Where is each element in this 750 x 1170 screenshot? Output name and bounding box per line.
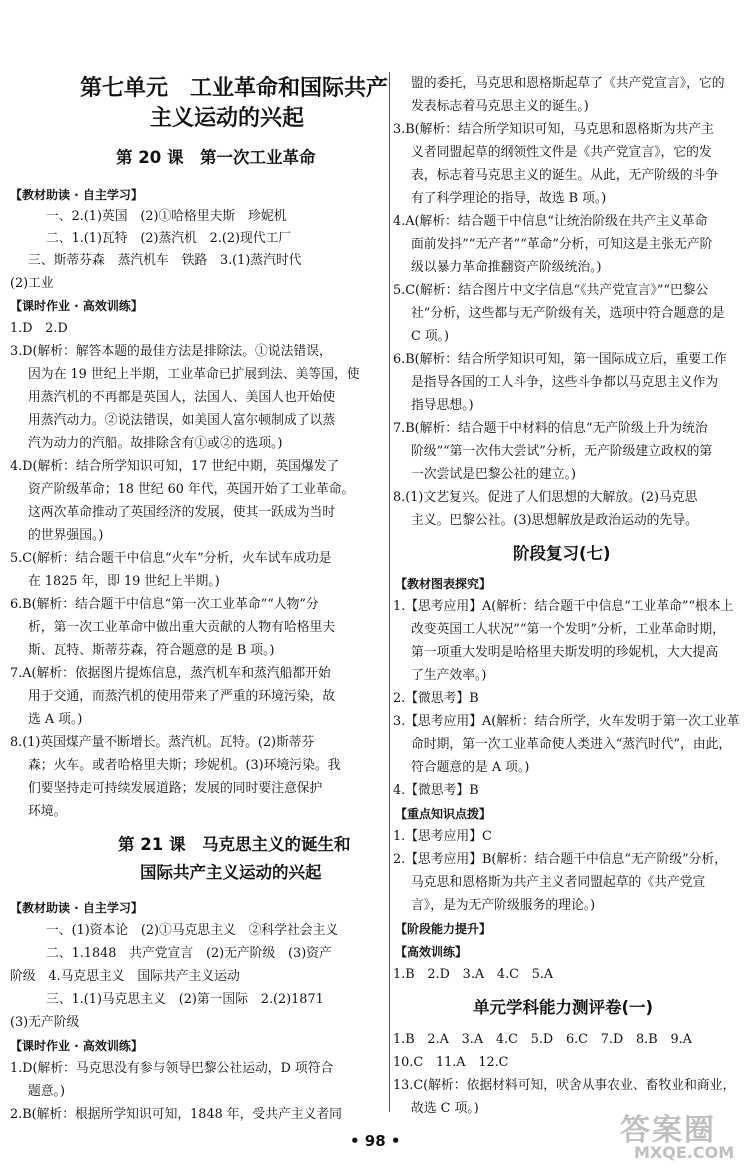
answer-line: 二、1.1848 共产党宣言 (2)无产阶级 (3)资产 — [46, 946, 332, 961]
answer-line: 在 1825 年，即 19 世纪上半期。) — [28, 574, 220, 589]
section-heading: 【阶段能力提升】 — [395, 922, 492, 936]
answer-line: 用蒸汽动力。②说法错误，如美国人富尔顿制成了以蒸 — [28, 413, 336, 428]
answer-line: 命时期，第一次工业革命使人类进入“蒸汽时代”，由此， — [411, 737, 732, 752]
answer-line: 资产阶级革命；18 世纪 60 年代，英国开始了工业革命。 — [28, 482, 355, 497]
answer-line: 阶级 4.马克思主义 国际共产主义运动 — [10, 969, 240, 984]
answer-line: 指导思想。) — [411, 398, 474, 413]
answer-line: 二、1.(1)瓦特 (2)蒸汽机 2.(2)现代工厂 — [46, 231, 292, 246]
lesson-21-title-line-1: 第 21 课 马克思主义的诞生和 — [118, 835, 351, 854]
answer-line: 1.B 2.A 3.A 4.C 5.D 6.C 7.D 8.B 9.A — [393, 1032, 692, 1047]
answer-line: 1.D 2.D — [10, 321, 68, 336]
answer-line: 这两次革命推动了英国经济的发展，使其一跃成为当时 — [28, 505, 336, 520]
answer-line: 7.A(解析：依据图片提炼信息，蒸汽机车和蒸汽船都开始 — [10, 666, 331, 681]
lesson-21-title-line-2: 国际共产主义运动的兴起 — [140, 863, 322, 882]
answer-line: 用蒸汽机的不再都是英国人，法国人、美国人也开始使 — [28, 390, 336, 405]
answer-line: 3.【思考应用】A(解析：结合所学，火车发明于第一次工业革 — [393, 714, 740, 729]
section-heading: 【教材助读 · 自主学习】 — [10, 188, 143, 202]
column-divider — [389, 72, 390, 1112]
answer-line: 符合题意的是 A 项。) — [411, 760, 530, 775]
answer-line: 13.C(解析：依据材料可知，吠舍从事农业、畜牧业和商业， — [393, 1078, 736, 1093]
answer-line: 盟的委托，马克思和恩格斯起草了《共产党宣言》，它的 — [411, 76, 725, 91]
answer-line: 2.B(解析：根据所学知识可知，1848 年，受共产主义者同 — [10, 1107, 342, 1122]
answer-line: 8.(1)文艺复兴。促进了人们思想的大解放。(2)马克思 — [393, 490, 698, 505]
answer-line: 了生产效率。) — [411, 668, 487, 683]
answer-line: 汽为动力的汽船。故排除含有①或②的选项。) — [28, 436, 283, 451]
answer-line: 用于交通，而蒸汽机的使用带来了严重的环境污染，故 — [28, 689, 336, 704]
section-heading: 【教材助读 · 自主学习】 — [10, 901, 143, 915]
answer-line: 5.C(解析：结合题干中信息“火车”分析，火车试车成功是 — [10, 551, 332, 566]
answer-line: 义者同盟起草的纲领性文件是《共产党宣言》，它的发 — [411, 145, 712, 160]
answer-line: 8.(1)英国煤产量不断增长。蒸汽机。瓦特。(2)斯蒂芬 — [10, 735, 315, 750]
lesson-20-title: 第 20 课 第一次工业革命 — [116, 148, 316, 167]
review-title: 阶段复习(七) — [513, 544, 611, 563]
section-heading: 【教材图表探究】 — [395, 577, 492, 591]
watermark-text: 答案圈 — [620, 1113, 716, 1148]
answer-line: 故选 C 项。) — [411, 1101, 479, 1116]
answer-line: 斯、瓦特、斯蒂芬森，符合题意的是 B 项。) — [28, 643, 275, 658]
unit-title-line-1: 第七单元 工业革命和国际共产 — [80, 76, 389, 101]
section-heading: 【课时作业 · 高效训练】 — [10, 299, 143, 313]
page-number: • 98 • — [350, 1132, 401, 1150]
answer-line: 一次尝试是巴黎公社的建立。) — [411, 467, 576, 482]
answer-line: 1.【思考应用】C — [393, 829, 492, 844]
answer-line: 5.C(解析：结合图片中文字信息“《共产党宣言》”“巴黎公 — [393, 283, 709, 298]
answer-line: 7.B(解析：结合题干中材料的信息“无产阶级上升为统治 — [393, 421, 708, 436]
answer-line: 社”分析，这些都与无产阶级有关，选项中符合题意的是 — [411, 306, 725, 321]
answer-line: 因为在 19 世纪上半期，工业革命已扩展到法、美等国，使 — [28, 367, 360, 382]
watermark-logo — [620, 1105, 745, 1165]
watermark-url: MXQE.COM — [634, 1143, 735, 1162]
answer-line: 4.A(解析：结合题干中信息“让统治阶级在共产主义革命 — [393, 214, 708, 229]
answer-line: 的世界强国。) — [28, 528, 104, 543]
answer-line: 6.B(解析：结合题干中信息“第一次工业革命”“人物”分 — [10, 597, 319, 612]
answer-line: 析，第一次工业革命中做出重大贡献的人物有哈格里夫 — [28, 620, 336, 635]
answer-line: 1.【思考应用】A(解析：结合题干中信息“工业革命”“根本上 — [393, 599, 734, 614]
answer-line: 3.B(解析：结合所学知识可知，马克思和恩格斯为共产主 — [393, 122, 714, 137]
answer-line: 4.【微思考】B — [393, 783, 479, 798]
answer-line: 4.D(解析：结合所学知识可知，17 世纪中期，英国爆发了 — [10, 459, 340, 474]
answer-line: 一、2.(1)英国 (2)①哈格里夫斯 珍妮机 — [46, 209, 287, 224]
answer-line: 言》，是为无产阶级服务的理论。) — [411, 898, 596, 913]
answer-line: 三、1.(1)马克思主义 (2)第一国际 2.(2)1871 — [46, 992, 324, 1007]
answer-line: 一、(1)资本论 (2)①马克思主义 ②科学社会主义 — [46, 923, 339, 938]
answer-line: 环境。 — [28, 804, 67, 819]
answer-line: 表，标志着马克思主义的诞生。从此，无产阶级的斗争 — [411, 168, 719, 183]
answer-line: 们要坚持走可持续发展道路；发展的同时要注意保护 — [28, 781, 323, 796]
answer-line: 1.B 2.D 3.A 4.C 5.A — [393, 967, 554, 982]
answer-line: 3.D(解析：解答本题的最佳方法是排除法。①说法错误， — [10, 344, 332, 359]
answer-line: (2)工业 — [10, 276, 54, 291]
answer-line: 马克思和恩格斯为共产主义者同盟起草的《共产党宣 — [411, 875, 706, 890]
answer-line: 主义。巴黎公社。(3)思想解放是政治运动的先导。 — [411, 513, 698, 528]
answer-line: 森；火车。或者哈格里夫斯；珍妮机。(3)环境污染。我 — [28, 758, 341, 773]
answer-line: (3)无产阶级 — [10, 1015, 80, 1030]
answer-line: 面前发抖”“无产者”“革命”分析，可知这是主张无产阶 — [411, 237, 713, 252]
answer-line: 级以暴力革命推翻资产阶级统治。) — [411, 260, 602, 275]
answer-line: 第一项重大发明是哈格里夫斯发明的珍妮机，大大提高 — [411, 645, 719, 660]
answer-line: 发表标志着马克思主义的诞生。) — [411, 99, 589, 114]
answer-line: 题意。) — [28, 1084, 65, 1099]
answer-line: 1.D(解析：马克思没有参与领导巴黎公社运动，D 项符合 — [10, 1061, 334, 1076]
answer-line: 有了科学理论的指导，故选 B 项。) — [411, 191, 607, 206]
answer-line: 10.C 11.A 12.C — [393, 1055, 509, 1070]
test-title: 单元学科能力测评卷(一) — [473, 998, 654, 1017]
answer-line: 2.【思考应用】B(解析：结合题干中信息“无产阶级”分析， — [393, 852, 728, 867]
section-heading: 【高效训练】 — [395, 945, 468, 959]
answer-line: 阶级”“第一次伟大尝试”分析，无产阶级建立政权的第 — [411, 444, 713, 459]
unit-title-line-2: 主义运动的兴起 — [150, 106, 305, 131]
answer-line: 6.B(解析：结合所学知识可知，第一国际成立后，重要工作 — [393, 352, 727, 367]
answer-line: 是指导各国的工人斗争，这些斗争都以马克思主义作为 — [411, 375, 719, 390]
answer-line: 2.【微思考】B — [393, 691, 479, 706]
section-heading: 【课时作业 · 高效训练】 — [10, 1039, 143, 1053]
section-heading: 【重点知识点拨】 — [395, 807, 492, 821]
answer-line: 改变英国工人状况”“第一个发明”分析，工业革命时期， — [411, 622, 725, 637]
answer-line: 选 A 项。) — [28, 712, 83, 727]
answer-line: 三、斯蒂芬森 蒸汽机车 铁路 3.(1)蒸汽时代 — [28, 253, 302, 268]
answer-line: C 项。) — [411, 329, 450, 344]
